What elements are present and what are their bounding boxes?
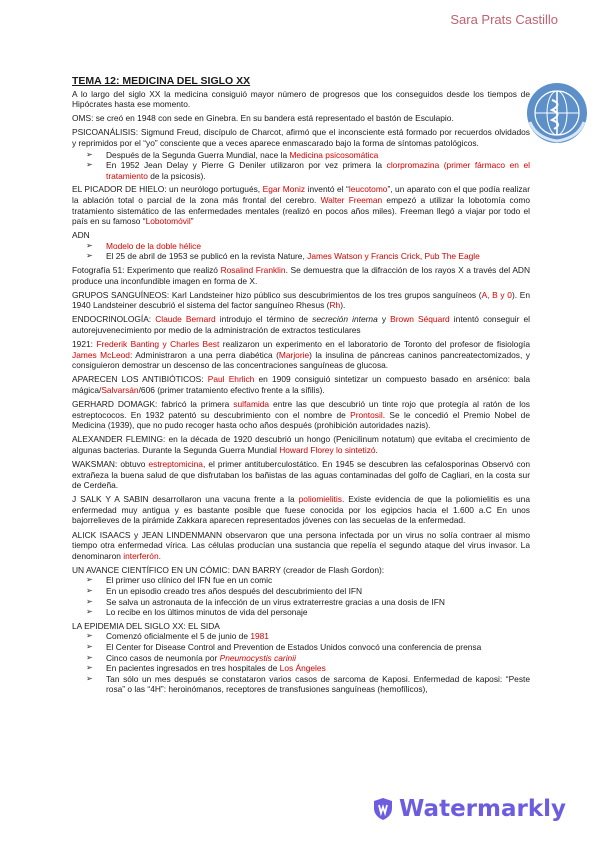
page-title: TEMA 12: MEDICINA DEL SIGLO XX [72, 75, 251, 87]
psicoanalisis-paragraph: PSICOANÁLISIS: Sigmund Freud, discípulo de Charcot, afirmó que el inconsciente está formado por recuerdos olvidados y reprimidos por el “yo” consciente que a veces aparece enmascarado bajo la forma de síntomas patológicos. [72, 127, 530, 148]
list-item: ➢ Cinco casos de neumonía por Pneumocystis carinii [82, 653, 530, 664]
comic-list [82, 575, 530, 617]
salk-paragraph: J SALK Y A SABIN desarrollaron una vacuna frente a la poliomielitis. Existe evidencia de que la poliomielitis es una enfermedad muy antigua y es bastante posible que fuese conocida por los egipcios hacia el 1.600 a.C En unos bajorrelieves de la pirámide Zakkara aparecen representados jóvenes con las secuelas de la enfermedad. [72, 494, 531, 526]
shield-icon [372, 797, 394, 821]
list-item: ➢ En pacientes ingresados en tres hospitales de Los Ángeles [82, 663, 530, 674]
list-item: ➢ En un episodio creado tres años después del descubrimiento del IFN [82, 586, 530, 597]
fleming-paragraph: ALEXANDER FLEMING: en la década de 1920 descubrió un hongo (Penicilinum notatum) que evitaba el crecimiento de algunas bacterias. Durante la Segunda Guerra Mundial Howard Florey lo sintetizó. [72, 434, 530, 455]
watermark [372, 796, 566, 822]
list-item: ➢ Tan sólo un mes después se constataron varios casos de sarcoma de Kaposi. Enfermedad de kaposi: “Peste rosa” o las “4H”: heroinómanos, receptores de transfusiones sanguíneas (hemofílicos), [82, 674, 530, 695]
comic-heading: UN AVANCE CIENTÍFICO EN UN CÓMIC: DAN BARRY (creador de Flash Gordon): [72, 564, 385, 575]
sida-heading: LA EPIDEMIA DEL SIGLO XX: EL SIDA [72, 620, 220, 631]
oms-paragraph: OMS: se creó en 1948 con sede en Ginebra. En su bandera está representado el bastón de Esculapio. [72, 113, 454, 124]
psicoanalisis-list [82, 150, 530, 182]
list-item: ➢ Comenzó oficialmente el 5 de junio de 1981 [82, 631, 530, 642]
waksman-paragraph: WAKSMAN: obtuvo estreptomicina, el primer antituberculostático. En 1945 se descubren las cefalosporinas Observó con extrañeza la buena salud de que disfrutaban los bañistas de las aguas contaminadas del golfo de Cagliari, en la costa sur de Cerdeña. [72, 459, 531, 491]
document-body [72, 76, 530, 698]
intro-paragraph: A lo largo del siglo XX la medicina consiguió mayor número de progresos que los conseguidos desde los tiempos de Hipócrates hasta ese momento. [72, 88, 530, 110]
list-item: ➢ Lo recibe en los últimos minutos de vida del personaje [82, 607, 530, 618]
endocrinologia-paragraph: ENDOCRINOLOGÍA: Claude Bernard introdujo el término de secreción interna y Brown Séquard intentó conseguir el autorejuvenecimiento por medio de la administración de extractos testiculares [72, 314, 531, 335]
list-item: ➢ Después de la Segunda Guerra Mundial, nace la Medicina psicosomática [82, 150, 530, 161]
who-emblem-icon [526, 82, 588, 144]
y1921-paragraph: 1921: Frederik Banting y Charles Best realizaron un experimento en el laboratorio de Toronto del profesor de fisiología James McLeod: Administraron a una perra diabética (Marjorie) la insulina de páncreas caninos pancreatectomizados, y consiguieron demostrar un descenso de las concentraciones sanguíneas de glucosa. [72, 339, 530, 371]
list-item: ➢ Se salva un astronauta de la infección de un virus extraterrestre gracias a una dosis de IFN [82, 597, 530, 608]
list-item: ➢ El Center for Disease Control and Prevention de Estados Unidos convocó una conferencia de prensa [82, 642, 530, 653]
domagk-paragraph: GERHARD DOMAGK: fabricó la primera sulfamida entre las que descubrió un tinte rojo que protegía al ratón de los estreptococos. En 1932 patentó su descubrimiento con el nombre de Prontosil. Se le concedió el Premio Nobel de Medicina (1939), que no pudo recoger hasta ocho años después (prohibición autoridades nazis). [72, 399, 530, 431]
fotografia-paragraph: Fotografía 51: Experimento que realizó Rosalind Franklin. Se demuestra que la difracción de los rayos X a través del ADN produce una inconfundible imagen en forma de X. [72, 265, 530, 286]
watermark-text: Watermarkly [399, 796, 567, 822]
list-item: ➢ El 25 de abril de 1953 se publicó en la revista Nature, James Watson y Francis Crick, Pub The Eagle [82, 251, 530, 262]
list-item: ➢ Modelo de la doble hélice [82, 241, 530, 252]
sida-list [82, 631, 530, 695]
picador-paragraph: EL PICADOR DE HIELO: un neurólogo portugués, Egar Moniz inventó el “leucotomo”, un aparato con el que podía realizar la ablación total o parcial de la zona más frontal del cerebro. Walter Freeman empezó a utilizar la lobotomía como tratamiento sistemático de las enfermedades mentales (realizó en pocos años miles). Freeman llegó a viajar por todo el país en su famoso “Lobotomóvil” [72, 184, 530, 227]
antibioticos-paragraph: APARECEN LOS ANTIBIÓTICOS: Paul Ehrlich en 1909 consiguió sintetizar un compuesto basado en arsénico: bala mágica/Salvarsán/606 (primer tratamiento efectivo frente a la sífilis). [72, 374, 530, 395]
isaacs-paragraph: ALICK ISAACS y JEAN LINDENMANN observaron que una persona infectada por un virus no solía contraer al mismo tiempo otra enfermedad vírica. Las células producían una sustancia que repelía el segundo ataque del virus invasor. La denominaron interferón. [72, 529, 530, 561]
adn-list [82, 241, 530, 262]
adn-heading: ADN [72, 230, 90, 241]
list-item: ➢ En 1952 Jean Delay y Pierre G Deniler utilizaron por vez primera la clorpromazina (primer fármaco en el tratamiento de la psicosis). [82, 160, 530, 181]
list-item: ➢ El primer uso clínico del IFN fue en un comic [82, 575, 530, 586]
grupos-paragraph: GRUPOS SANGUÍNEOS: Karl Landsteiner hizo público sus descubrimientos de los tres grupos sanguíneos (A, B y 0). En 1940 Landsteiner descubrió el sistema del factor sanguíneo Rhesus (Rh). [72, 289, 531, 311]
author-name: Sara Prats Castillo [450, 12, 558, 27]
